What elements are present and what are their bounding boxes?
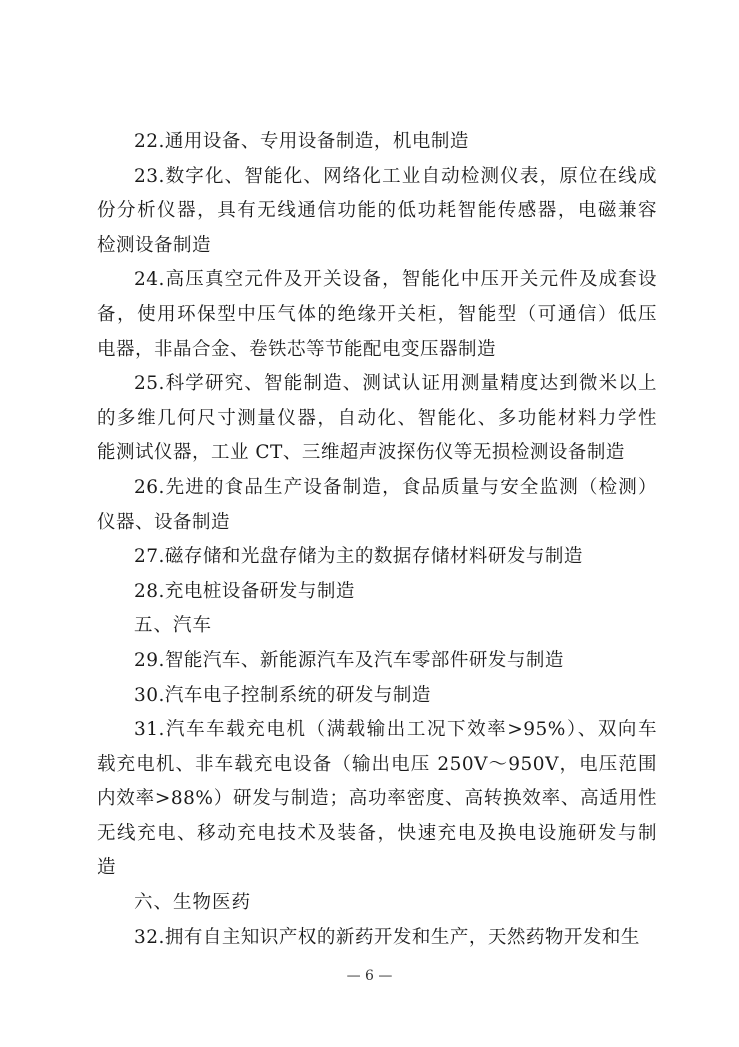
paragraph-line: 造	[97, 857, 117, 879]
paragraph-line: 31.汽车车载充电机（满载输出工况下效率>95%）、双向车	[134, 719, 657, 741]
paragraph-line: 份分析仪器，具有无线通信功能的低功耗智能传感器，电磁兼容	[97, 200, 657, 222]
section-heading: 五、汽车	[134, 615, 213, 637]
paragraph-line: 仪器、设备制造	[97, 511, 231, 533]
paragraph-line: 23.数字化、智能化、网络化工业自动检测仪表，原位在线成	[134, 165, 657, 187]
paragraph	[97, 713, 657, 886]
paragraph-line: 27.磁存储和光盘存储为主的数据存储材料研发与制造	[134, 546, 583, 568]
paragraph-line: 检测设备制造	[97, 234, 212, 256]
paragraph	[97, 125, 657, 160]
section-heading: 六、生物医药	[134, 892, 252, 914]
paragraph-line: 25.科学研究、智能制造、测试认证用测量精度达到微米以上	[134, 373, 657, 395]
paragraph-line: 30.汽车电子控制系统的研发与制造	[134, 684, 431, 706]
paragraph	[97, 367, 657, 471]
paragraph-line: 的多维几何尺寸测量仪器，自动化、智能化、多功能材料力学性	[97, 407, 657, 429]
paragraph-line: 载充电机、非车载充电设备（输出电压 250V～950V，电压范围	[97, 753, 657, 775]
paragraph-line: 29.智能汽车、新能源汽车及汽车零部件研发与制造	[134, 649, 564, 671]
paragraph	[97, 644, 657, 679]
paragraph	[97, 540, 657, 575]
paragraph	[97, 921, 657, 956]
paragraph-line: 28.充电桩设备研发与制造	[134, 580, 355, 602]
paragraph	[97, 263, 657, 367]
paragraph-line: 内效率>88%）研发与制造；高功率密度、高转换效率、高适用性	[97, 788, 657, 810]
paragraph-line: 22.通用设备、专用设备制造，机电制造	[134, 131, 469, 152]
paragraph-line: 备，使用环保型中压气体的绝缘开关柜，智能型（可通信）低压	[97, 303, 657, 325]
paragraph-line: 电器，非晶合金、卷铁芯等节能配电变压器制造	[97, 338, 497, 360]
paragraph	[97, 679, 657, 714]
paragraph	[97, 471, 657, 540]
paragraph	[97, 575, 657, 610]
paragraph-line: 26.先进的食品生产设备制造，食品质量与安全监测（检测）	[134, 476, 657, 498]
paragraph-line: 32.拥有自主知识产权的新药开发和生产，天然药物开发和生	[134, 926, 640, 948]
page-number: — 6 —	[346, 968, 393, 984]
paragraph-line: 无线充电、移动充电技术及装备，快速充电及换电设施研发与制	[97, 822, 657, 844]
paragraph-line: 24.高压真空元件及开关设备，智能化中压开关元件及成套设	[134, 269, 657, 291]
paragraph-line: 能测试仪器，工业 CT、三维超声波探伤仪等无损检测设备制造	[97, 442, 625, 464]
paragraph	[97, 160, 657, 264]
document-body	[97, 125, 657, 955]
